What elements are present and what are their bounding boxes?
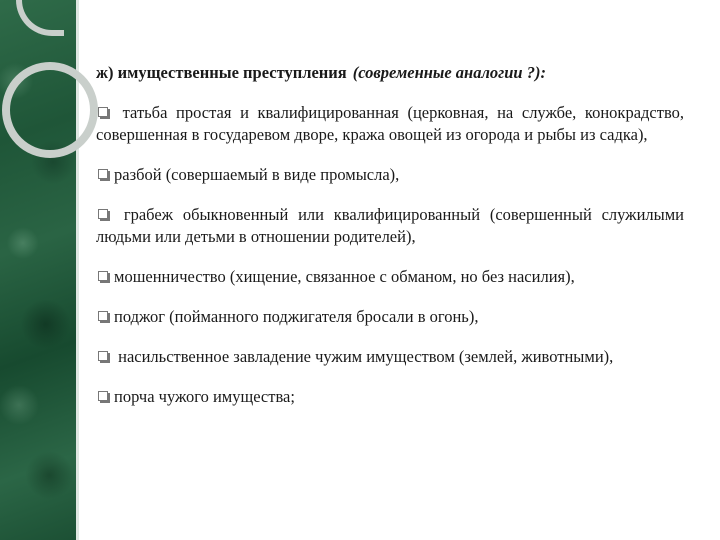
list-item-text: насильственное завладение чужим имуществом (землей, животными), (118, 347, 614, 366)
list-item (96, 386, 684, 408)
list-item (96, 102, 684, 146)
heading-subtitle: (современные аналогии ?): (352, 63, 546, 82)
decorative-ring (2, 62, 98, 158)
list-item-text: грабеж обыкновенный или квалифицированный (совершенный служилыми людьми или детьми в отношении родителей), (96, 205, 685, 246)
decorative-arc (16, 0, 64, 36)
list-item (96, 204, 684, 248)
list-item (96, 266, 684, 288)
square-bullet-icon (98, 209, 108, 219)
list-item-text: разбой (совершаемый в виде промысла), (114, 165, 400, 184)
list-item (96, 346, 684, 368)
square-bullet-icon (98, 351, 108, 361)
list-item (96, 306, 684, 328)
slide-heading (96, 62, 684, 84)
square-bullet-icon (98, 169, 108, 179)
list-item-text: поджог (пойманного поджигателя бросали в огонь), (114, 307, 479, 326)
heading-main: ж) имущественные преступления (96, 63, 347, 82)
square-bullet-icon (98, 107, 108, 117)
list-item-text: татьба простая и квалифицированная (церковная, на службе, конокрадство, совершенная в государевом дворе, кража овощей из огорода и рыбы из садка), (96, 103, 684, 144)
list-item-text: мошенничество (хищение, связанное с обманом, но без насилия), (114, 267, 575, 286)
square-bullet-icon (98, 311, 108, 321)
list-item-text: порча чужого имущества; (114, 387, 295, 406)
list-item (96, 164, 684, 186)
square-bullet-icon (98, 271, 108, 281)
slide-content (96, 62, 684, 426)
square-bullet-icon (98, 391, 108, 401)
